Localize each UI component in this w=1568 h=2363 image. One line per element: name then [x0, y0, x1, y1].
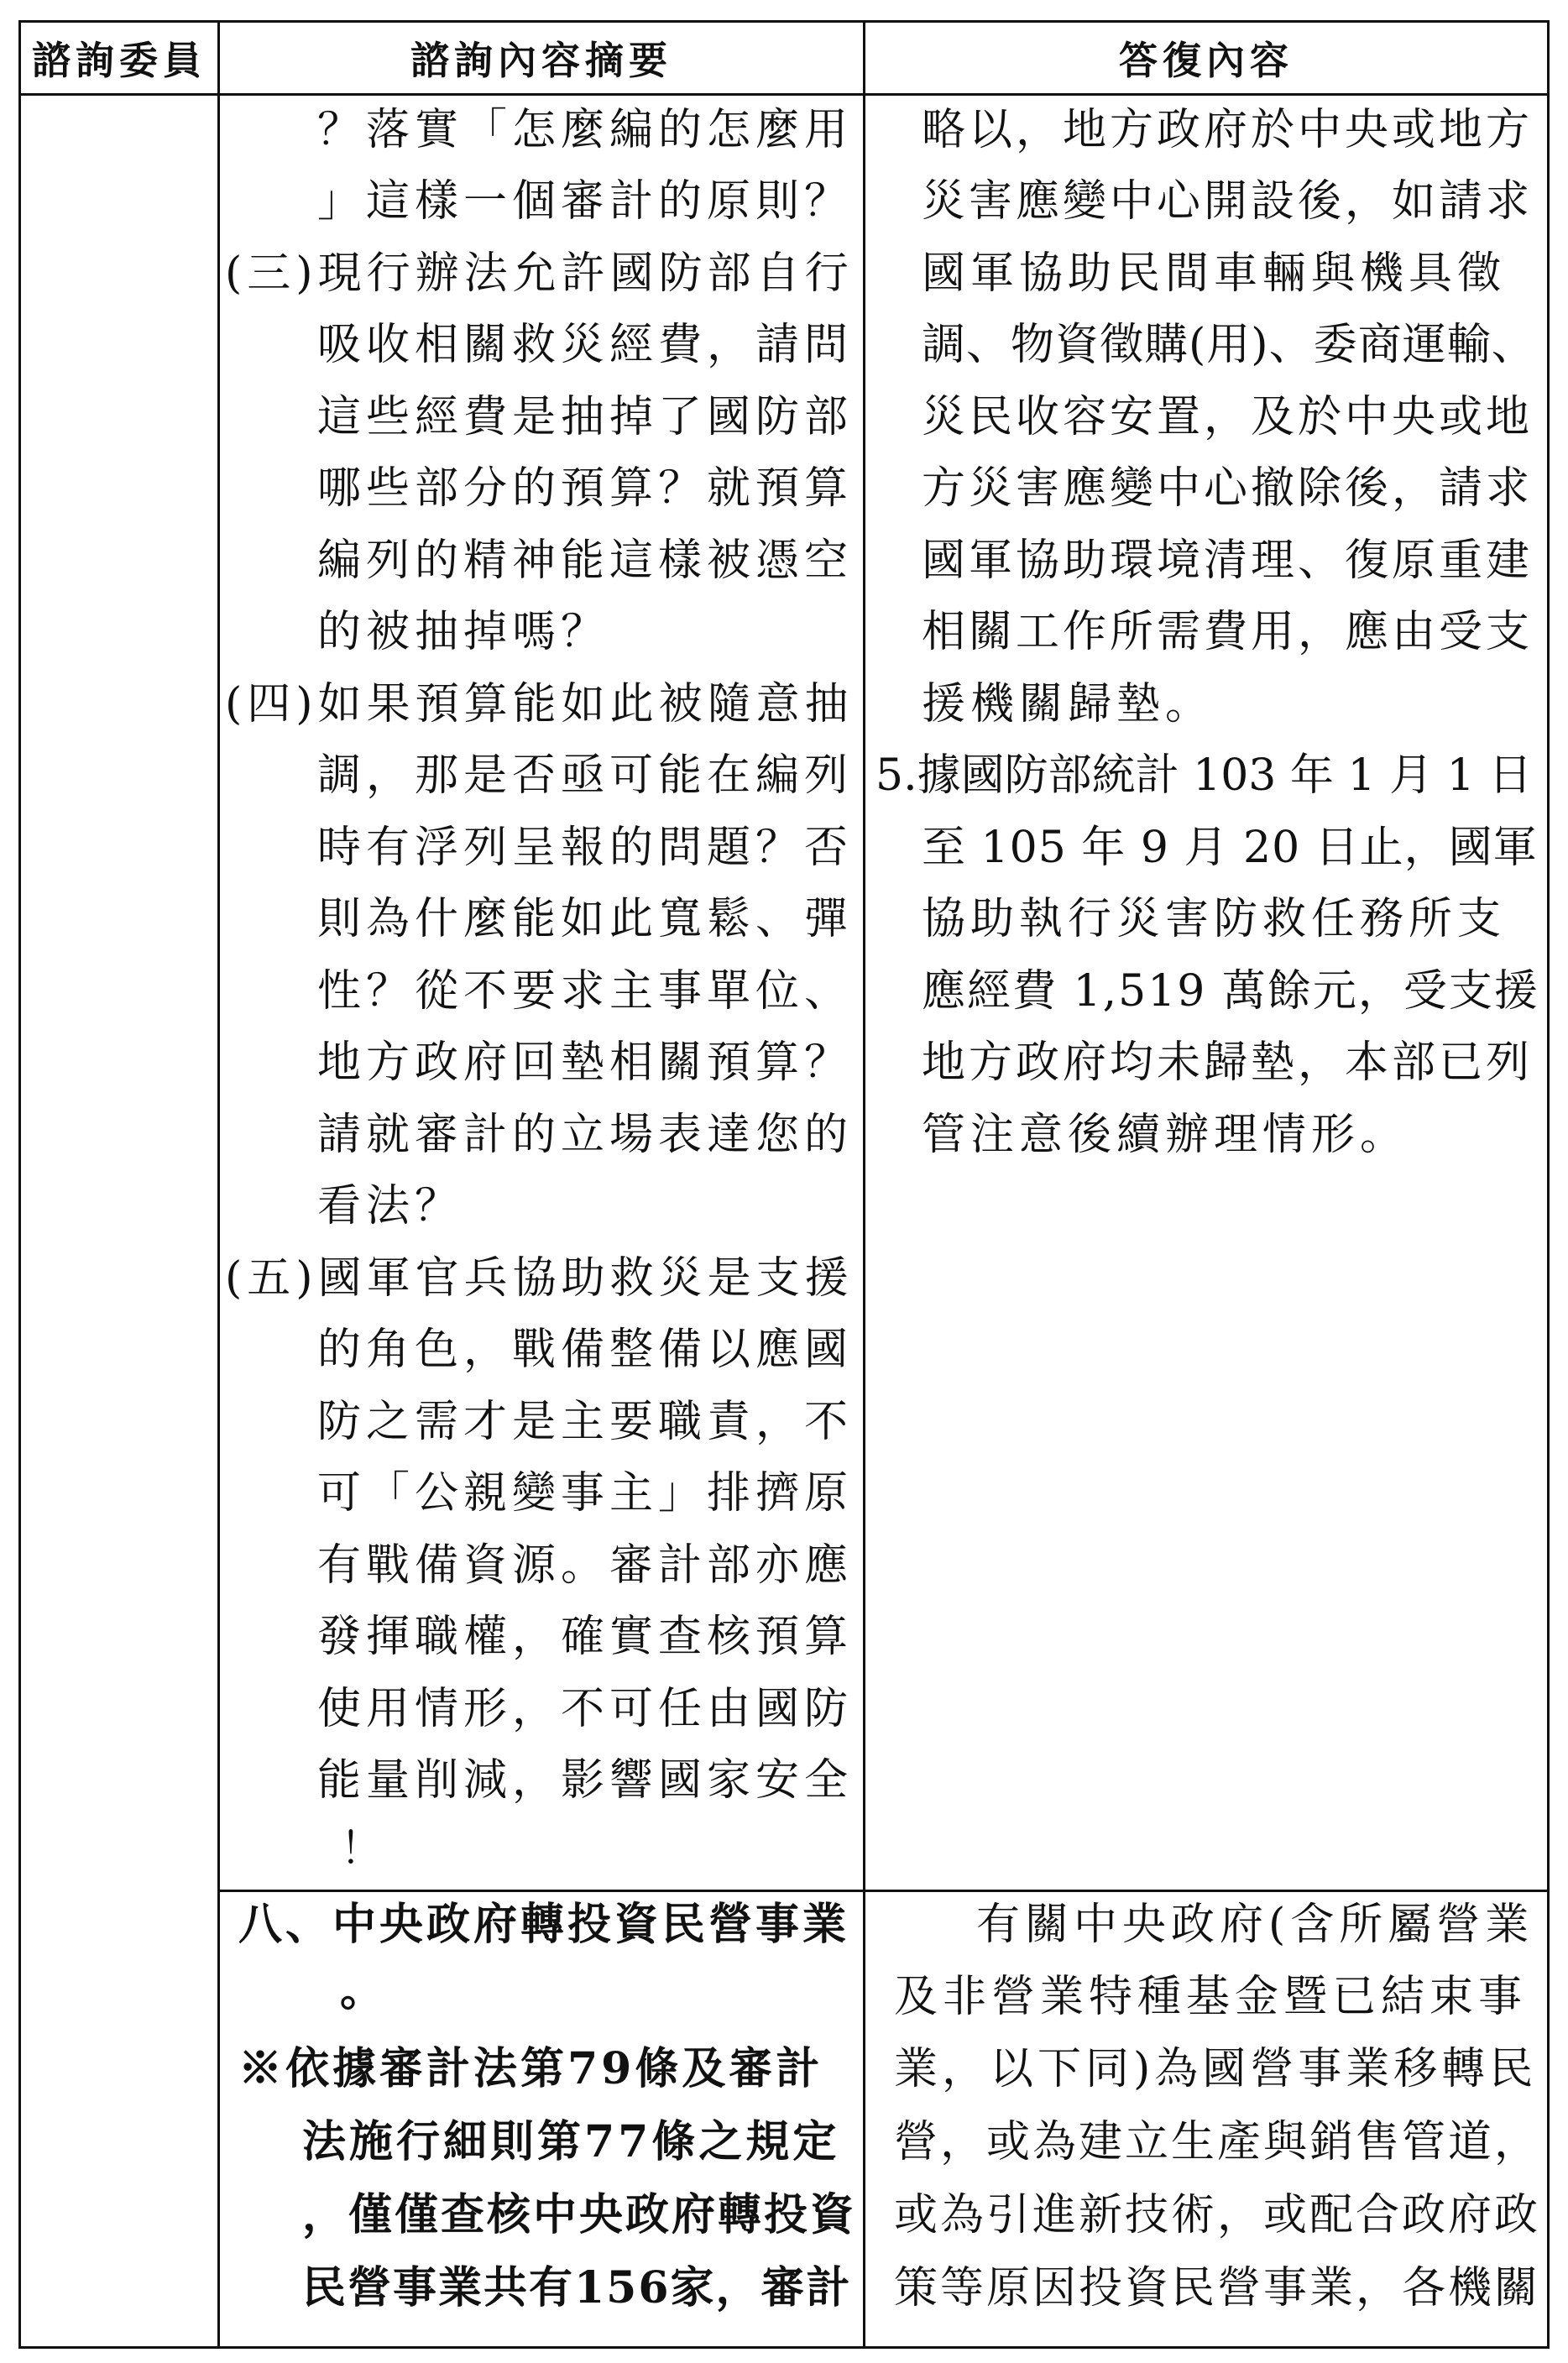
section8-summary-line: 法施行細則第77條之規定: [302, 2116, 840, 2167]
section8-summary-line: ※依據審計法第79條及審計: [238, 2043, 823, 2094]
summary-line: 可「公親變事主」排擠原: [317, 1468, 854, 1519]
column-divider-2: [863, 23, 865, 2346]
summary-line: 使用情形，不可任由國防: [317, 1684, 854, 1734]
section8-reply-line: 策等原因投資民營事業，各機關: [894, 2263, 1541, 2313]
summary-line: 性？從不要求主事單位、: [317, 966, 854, 1017]
section-divider: [217, 1890, 1547, 1892]
reply-line: 國軍協助民間車輛與機具徵: [922, 248, 1507, 299]
section8-summary-line: ，僅僅查核中央政府轉投資: [302, 2189, 857, 2240]
summary-line: (四)如果預算能如此被隨意抽: [225, 679, 854, 729]
reply-line: 災害應變中心開設後，如請求: [922, 176, 1534, 227]
section8-reply-line: 營，或為建立生產與銷售管道，: [894, 2117, 1541, 2167]
summary-line: 吸收相關救災經費，請問: [317, 320, 854, 370]
reply-line: 災民收容安置，及於中央或地: [922, 392, 1534, 442]
summary-line: 編列的精神能這樣被憑空: [317, 536, 854, 586]
header-reply: 答復內容: [1119, 38, 1294, 83]
header-summary: 諮詢內容摘要: [410, 38, 672, 83]
header-divider: [21, 93, 1547, 96]
reply-line: 相關工作所需費用，應由受支: [922, 607, 1534, 657]
reply-line: 至 105 年 9 月 20 日止，國軍: [922, 823, 1538, 873]
summary-line: 的角色，戰備整備以應國: [317, 1325, 854, 1375]
summary-line: 」這樣一個審計的原則？: [317, 176, 854, 227]
reply-line: 調、物資徵購(用)、委商運輸、: [922, 320, 1536, 370]
summary-line: 哪些部分的預算？就預算: [317, 463, 854, 514]
reply-line: 略以，地方政府於中央或地方: [922, 105, 1534, 155]
reply-line: 方災害應變中心撤除後，請求: [922, 463, 1534, 514]
summary-line: 看法？: [317, 1181, 464, 1231]
summary-line: 請就審計的立場表達您的: [317, 1110, 854, 1160]
section8-reply-line: 有關中央政府(含所屬營業: [976, 1900, 1534, 1950]
reply-line: 應經費 1,519 萬餘元，受支援: [922, 966, 1539, 1017]
summary-line: 的被抽掉嗎？: [317, 607, 610, 657]
summary-line: 能量削減，影響國家安全: [317, 1755, 854, 1806]
reply-line: 管注意後續辦理情形。: [922, 1110, 1409, 1160]
summary-line: (三)現行辦法允許國防部自行: [225, 248, 854, 299]
summary-line: ！: [340, 1824, 389, 1874]
summary-line: ？落實「怎麼編的怎麼用: [317, 105, 854, 155]
section8-summary-line: 民營事業共有156家，審計: [302, 2262, 852, 2313]
summary-line: 時有浮列呈報的問題？否: [317, 823, 854, 873]
reply-line: 5.據國防部統計 103 年 1 月 1 日: [875, 750, 1533, 801]
summary-line: 這些經費是抽掉了國防部: [317, 392, 854, 442]
reply-line: 國軍協助環境清理、復原重建: [922, 536, 1534, 586]
document-table: [18, 20, 1550, 2349]
reply-line: 協助執行災害防救任務所支: [922, 894, 1507, 944]
section8-reply-line: 或為引進新技術，或配合政府政: [894, 2190, 1541, 2240]
reply-line: 地方政府均未歸墊，本部已列: [922, 1038, 1534, 1088]
summary-line: 有戰備資源。審計部亦應: [317, 1540, 854, 1591]
reply-line: 援機關歸墊。: [922, 679, 1215, 729]
summary-line: 調，那是否亟可能在編列: [317, 750, 854, 801]
summary-line: 地方政府回墊相關預算？: [317, 1038, 854, 1088]
section8-reply-line: 業，以下同)為國營事業移轉民: [894, 2044, 1538, 2094]
section8-reply-line: 及非營業特種基金暨已結束事: [894, 1972, 1528, 2022]
section8-summary-line: 八、中央政府轉投資民營事業: [238, 1899, 850, 1950]
column-divider-1: [217, 23, 220, 2346]
section8-summary-line: 。: [340, 1965, 388, 2016]
summary-line: 則為什麼能如此寬鬆、彈: [317, 894, 854, 944]
header-committee: 諮詢委員: [32, 38, 206, 83]
summary-line: (五)國軍官兵協助救災是支援: [225, 1253, 854, 1304]
summary-line: 防之需才是主要職責，不: [317, 1397, 854, 1447]
summary-line: 發揮職權，確實查核預算: [317, 1612, 854, 1662]
